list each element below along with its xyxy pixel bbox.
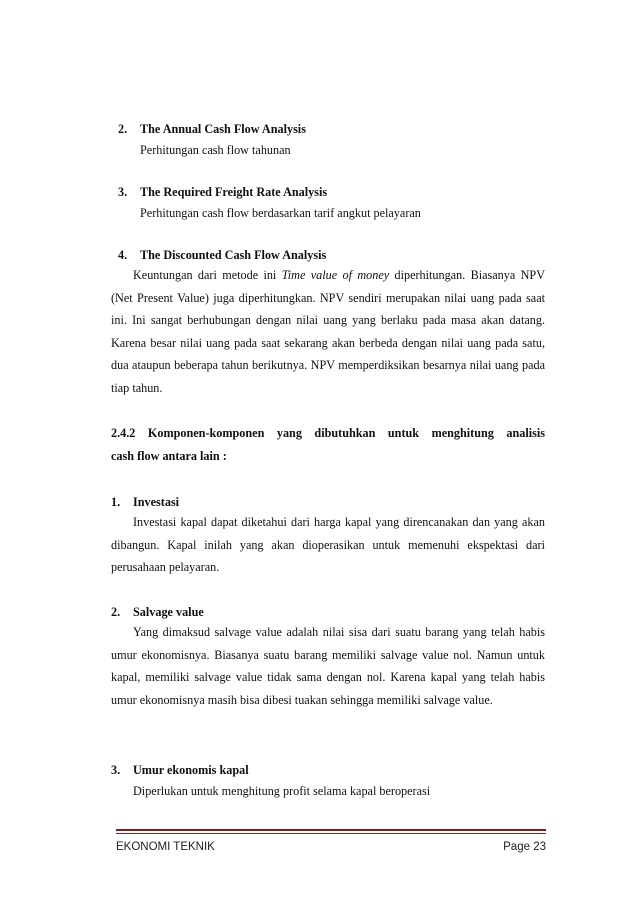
component-paragraph <box>111 511 545 579</box>
section-heading-line1: 2.4.2 Komponen-komponen yang dibutuhkan untuk menghitung analisis <box>111 426 545 440</box>
item-number: 2. <box>118 122 128 136</box>
section-heading <box>111 422 545 467</box>
item-annual-cash-flow <box>118 121 545 158</box>
component-paragraph <box>111 621 545 711</box>
component-umur-ekonomis <box>111 762 545 799</box>
component-title: Investasi <box>133 495 180 509</box>
italic-term: Time value of money <box>281 268 390 282</box>
component-heading <box>111 494 545 510</box>
item-number: 3. <box>118 185 128 199</box>
footer-rule <box>116 829 546 831</box>
item-title: The Discounted Cash Flow Analysis <box>140 248 327 262</box>
item-title: The Required Freight Rate Analysis <box>140 185 328 199</box>
footer-rule-thin <box>116 833 546 834</box>
component-description: Diperlukan untuk menghitung profit selama kapal beroperasi <box>133 784 431 798</box>
item-heading <box>118 247 545 263</box>
item-required-freight-rate <box>118 184 545 221</box>
item-heading <box>118 121 545 137</box>
item-paragraph <box>111 264 545 399</box>
component-title: Salvage value <box>133 605 204 619</box>
page-footer <box>116 841 546 853</box>
component-number: 1. <box>111 495 121 509</box>
paragraph-text: diperhitungan. Biasanya NPV (Net Present Value) juga diperhitungkan. NPV sendiri merupakan nilai uang pada saat ini. Ini sangat berhubungan dengan nilai uang yang berlaku pada masa akan datang. Karena besar nilai uang pada saat sekarang akan berbeda dengan nilai uang pada satu, dua ataupun beberapa tahun berikutnya. NPV memperdiksikan besarnya nilai uang pada tiap tahun. <box>111 268 545 395</box>
component-salvage-value <box>111 604 545 711</box>
component-title: Umur ekonomis kapal <box>133 763 249 777</box>
page-number: Page 23 <box>503 841 546 853</box>
paragraph-text: Yang dimaksud salvage value adalah nilai sisa dari suatu barang yang telah habis umur ekonomisnya. Biasanya suatu barang memiliki salvage value nol. Namun untuk kapal, memiliki salvage value tidak sama dengan nol. Karena kapal yang telah habis umur ekonomisnya masih bisa dibesi tuakan sehingga memiliki salvage value. <box>111 625 545 707</box>
component-heading <box>111 762 545 778</box>
component-heading <box>111 604 545 620</box>
footer-title: EKONOMI TEKNIK <box>116 841 215 853</box>
component-number: 3. <box>111 763 121 777</box>
section-heading-line2: cash flow antara lain : <box>111 448 227 463</box>
item-heading <box>118 184 545 200</box>
component-investasi <box>111 494 545 579</box>
component-number: 2. <box>111 605 121 619</box>
item-discounted-cash-flow <box>111 247 545 399</box>
item-number: 4. <box>118 248 128 262</box>
item-description: Perhitungan cash flow tahunan <box>140 143 291 157</box>
paragraph-text: Keuntungan dari metode ini <box>133 268 282 282</box>
item-title: The Annual Cash Flow Analysis <box>140 122 306 136</box>
paragraph-text: Investasi kapal dapat diketahui dari harga kapal yang direncanakan dan yang akan dibangun. Kapal inilah yang akan dioperasikan untuk memenuhi ekspektasi dari perusahaan pelayaran. <box>111 515 545 574</box>
item-description: Perhitungan cash flow berdasarkan tarif angkut pelayaran <box>140 206 421 220</box>
